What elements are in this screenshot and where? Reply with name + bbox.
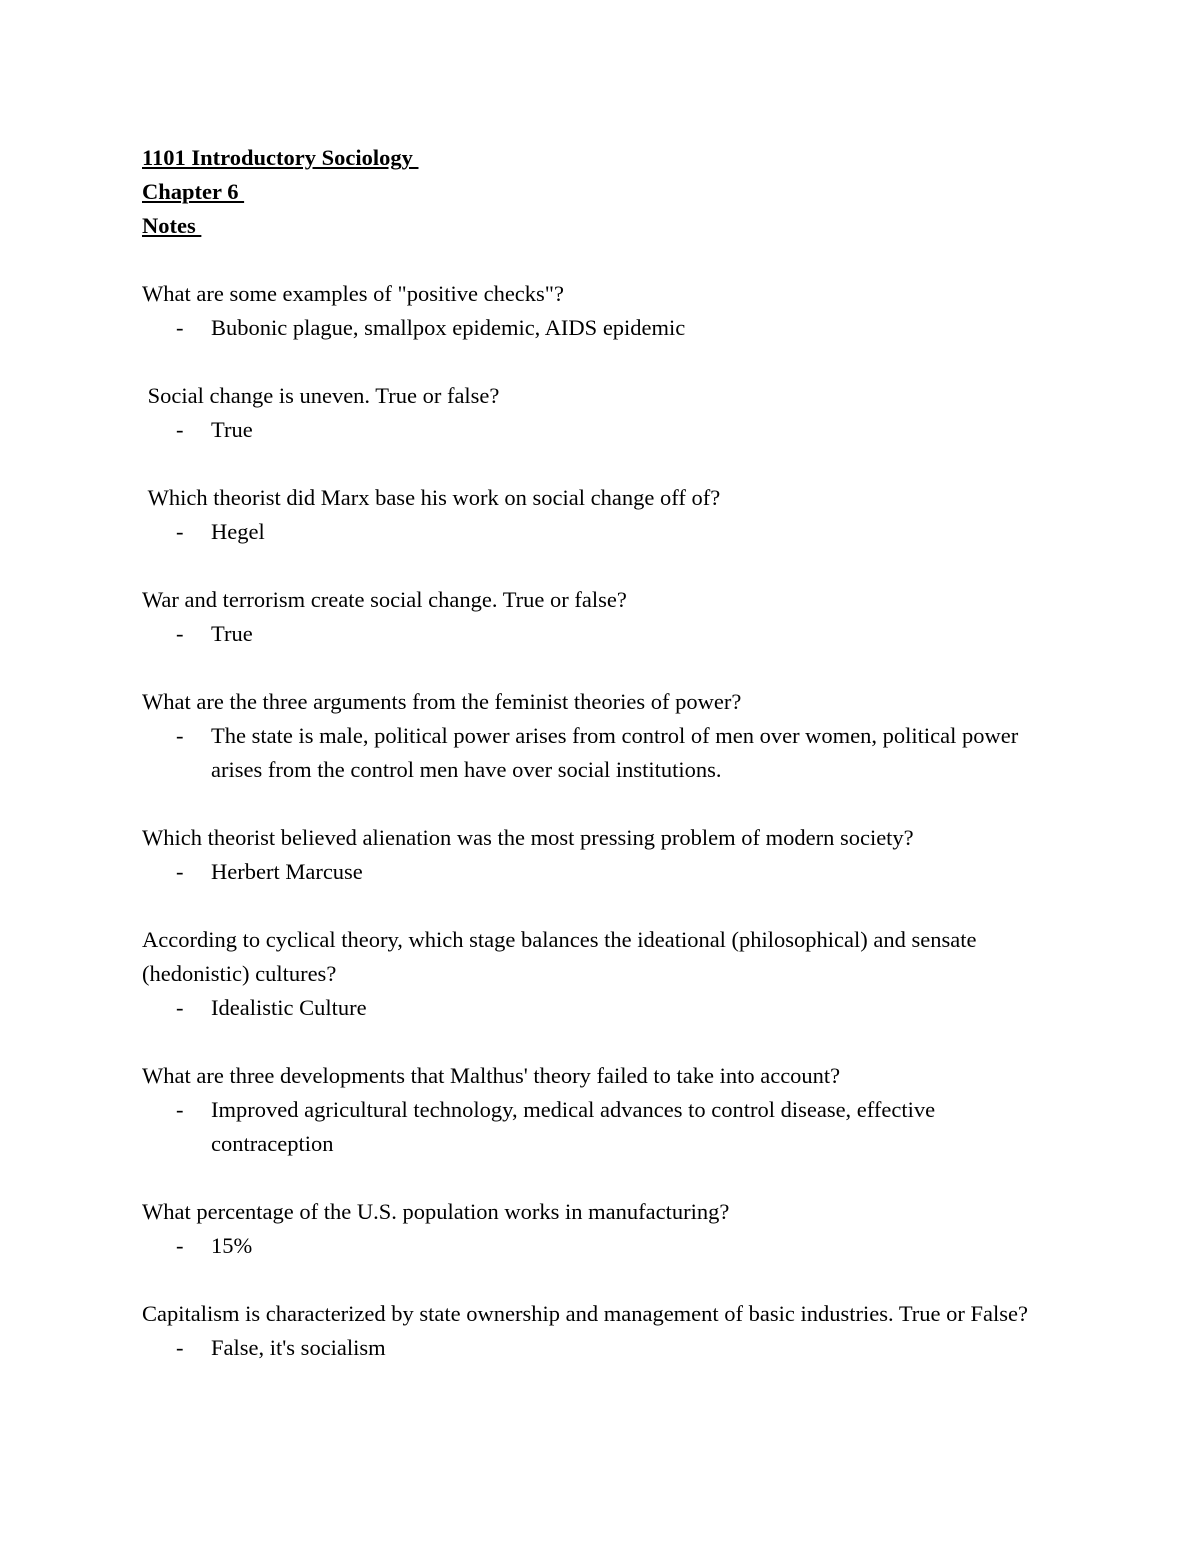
- qa-item: [142, 277, 1062, 345]
- question-text: What percentage of the U.S. population works in manufacturing?: [142, 1199, 730, 1224]
- answer-text: Idealistic Culture: [211, 995, 367, 1020]
- bullet-dash: -: [176, 1097, 184, 1122]
- course-title: 1101 Introductory Sociology: [142, 145, 419, 170]
- question-text: What are three developments that Malthus' theory failed to take into account?: [142, 1063, 841, 1088]
- qa-item: [142, 685, 1062, 787]
- answer-item: [142, 855, 1062, 889]
- answer-text: Improved agricultural technology, medical advances to control disease, effective contraception: [211, 1097, 936, 1156]
- answer-text: Bubonic plague, smallpox epidemic, AIDS epidemic: [211, 315, 686, 340]
- qa-item: [142, 821, 1062, 889]
- spacer: [142, 243, 1062, 277]
- qa-item: [142, 1195, 1062, 1263]
- answer-item: [142, 413, 1062, 447]
- bullet-dash: -: [176, 1233, 184, 1258]
- answer-text: True: [211, 417, 253, 442]
- answer-item: [142, 719, 1062, 787]
- answer-item: [142, 1229, 1062, 1263]
- bullet-dash: -: [176, 519, 184, 544]
- document-content: [142, 141, 1062, 1399]
- notes-title: Notes: [142, 213, 202, 238]
- bullet-dash: -: [176, 723, 184, 748]
- answer-text: 15%: [211, 1233, 253, 1258]
- answer-item: [142, 991, 1062, 1025]
- qa-item: [142, 923, 1062, 1025]
- question-text: Which theorist did Marx base his work on social change off of?: [142, 485, 721, 510]
- question-text: What are the three arguments from the feminist theories of power?: [142, 689, 742, 714]
- answer-text: Herbert Marcuse: [211, 859, 363, 884]
- qa-item: [142, 1059, 1062, 1161]
- bullet-dash: -: [176, 1335, 184, 1360]
- qa-list: [142, 277, 1062, 1365]
- answer-item: [142, 617, 1062, 651]
- bullet-dash: -: [176, 995, 184, 1020]
- qa-item: [142, 481, 1062, 549]
- answer-text: Hegel: [211, 519, 265, 544]
- answer-item: [142, 1331, 1062, 1365]
- question-text: Which theorist believed alienation was the most pressing problem of modern society?: [142, 825, 914, 850]
- answer-text: False, it's socialism: [211, 1335, 386, 1360]
- qa-item: [142, 1297, 1062, 1365]
- question-text: Social change is uneven. True or false?: [142, 383, 500, 408]
- bullet-dash: -: [176, 859, 184, 884]
- question-text: What are some examples of "positive checks"?: [142, 281, 564, 306]
- answer-item: [142, 311, 1062, 345]
- answer-item: [142, 515, 1062, 549]
- bullet-dash: -: [176, 621, 184, 646]
- question-text: According to cyclical theory, which stage balances the ideational (philosophical) and sensate (hedonistic) cultures?: [142, 927, 983, 986]
- bullet-dash: -: [176, 315, 184, 340]
- answer-text: The state is male, political power arises from control of men over women, political power arises from the control men have over social institutions.: [211, 723, 1019, 782]
- question-text: Capitalism is characterized by state ownership and management of basic industries. True or False?: [142, 1301, 1029, 1326]
- qa-item: [142, 583, 1062, 651]
- question-text: War and terrorism create social change. True or false?: [142, 587, 627, 612]
- answer-item: [142, 1093, 1062, 1161]
- answer-text: True: [211, 621, 253, 646]
- chapter-title: Chapter 6: [142, 179, 245, 204]
- qa-item: [142, 379, 1062, 447]
- bullet-dash: -: [176, 417, 184, 442]
